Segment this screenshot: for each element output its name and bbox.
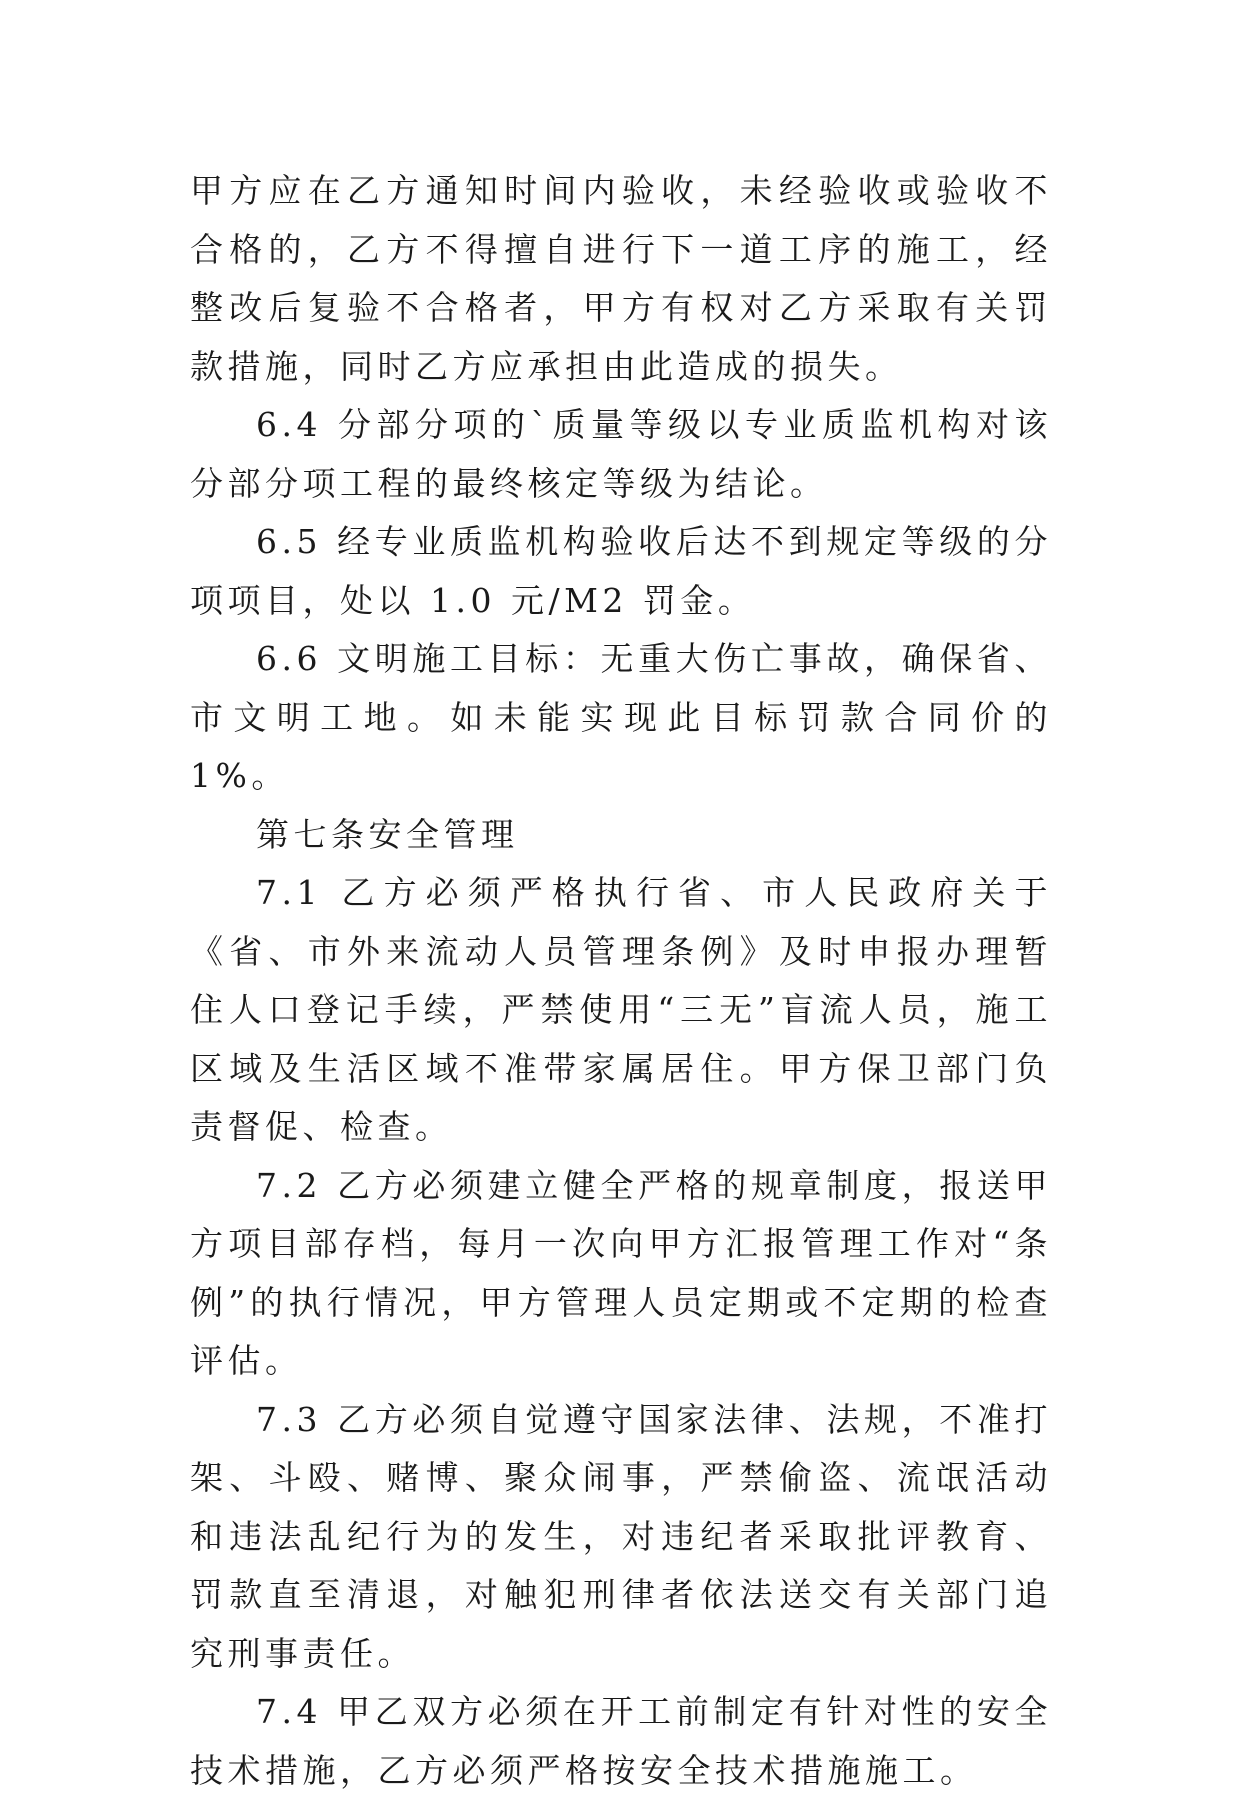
paragraph-7-3-law-compliance: 7.3 乙方必须自觉遵守国家法律、法规，不准打架、斗殴、赌博、聚众闹事，严禁偷盗、流氓活动和违法乱纪行为的发生，对违纪者采取批评教育、罚款直至清退，对触犯刑律者依法送交有关部门追究刑事责任。 — [190, 1399, 1052, 1673]
paragraph-7-2-regulations: 7.2 乙方必须建立健全严格的规章制度，报送甲方项目部存档，每月一次向甲方汇报管理工作对“条例”的执行情况，甲方管理人员定期或不定期的检查评估。 — [190, 1165, 1052, 1380]
paragraph-6-4-quality-grade: 6.4 分部分项的`质量等级以专业质监机构对该分部分项工程的最终核定等级为结论。 — [190, 405, 1052, 503]
document-body — [190, 162, 1052, 1800]
paragraph-6-6-civilized-construction: 6.6 文明施工目标：无重大伤亡事故，确保省、市文明工地。如未能实现此目标罚款合同价的 1%。 — [190, 639, 1052, 795]
paragraph-6-5-penalty: 6.5 经专业质监机构验收后达不到规定等级的分项项目，处以 1.0 元/M2 罚金。 — [190, 522, 1052, 620]
paragraph-7-4-safety-measures: 7.4 甲乙双方必须在开工前制定有针对性的安全技术措施，乙方必须严格按安全技术措施施工。 — [190, 1692, 1052, 1790]
paragraph-acceptance-inspection: 甲方应在乙方通知时间内验收，未经验收或验收不合格的，乙方不得擅自进行下一道工序的施工，经整改后复验不合格者，甲方有权对乙方采取有关罚款措施，同时乙方应承担由此造成的损失。 — [190, 171, 1052, 386]
section-heading-article-7-safety: 第七条安全管理 — [256, 814, 519, 854]
paragraph-7-1-personnel: 7.1 乙方必须严格执行省、市人民政府关于《省、市外来流动人员管理条例》及时申报办理暂住人口登记手续，严禁使用“三无”盲流人员，施工区域及生活区域不准带家属居住。甲方保卫部门负责督促、检查。 — [190, 873, 1052, 1146]
